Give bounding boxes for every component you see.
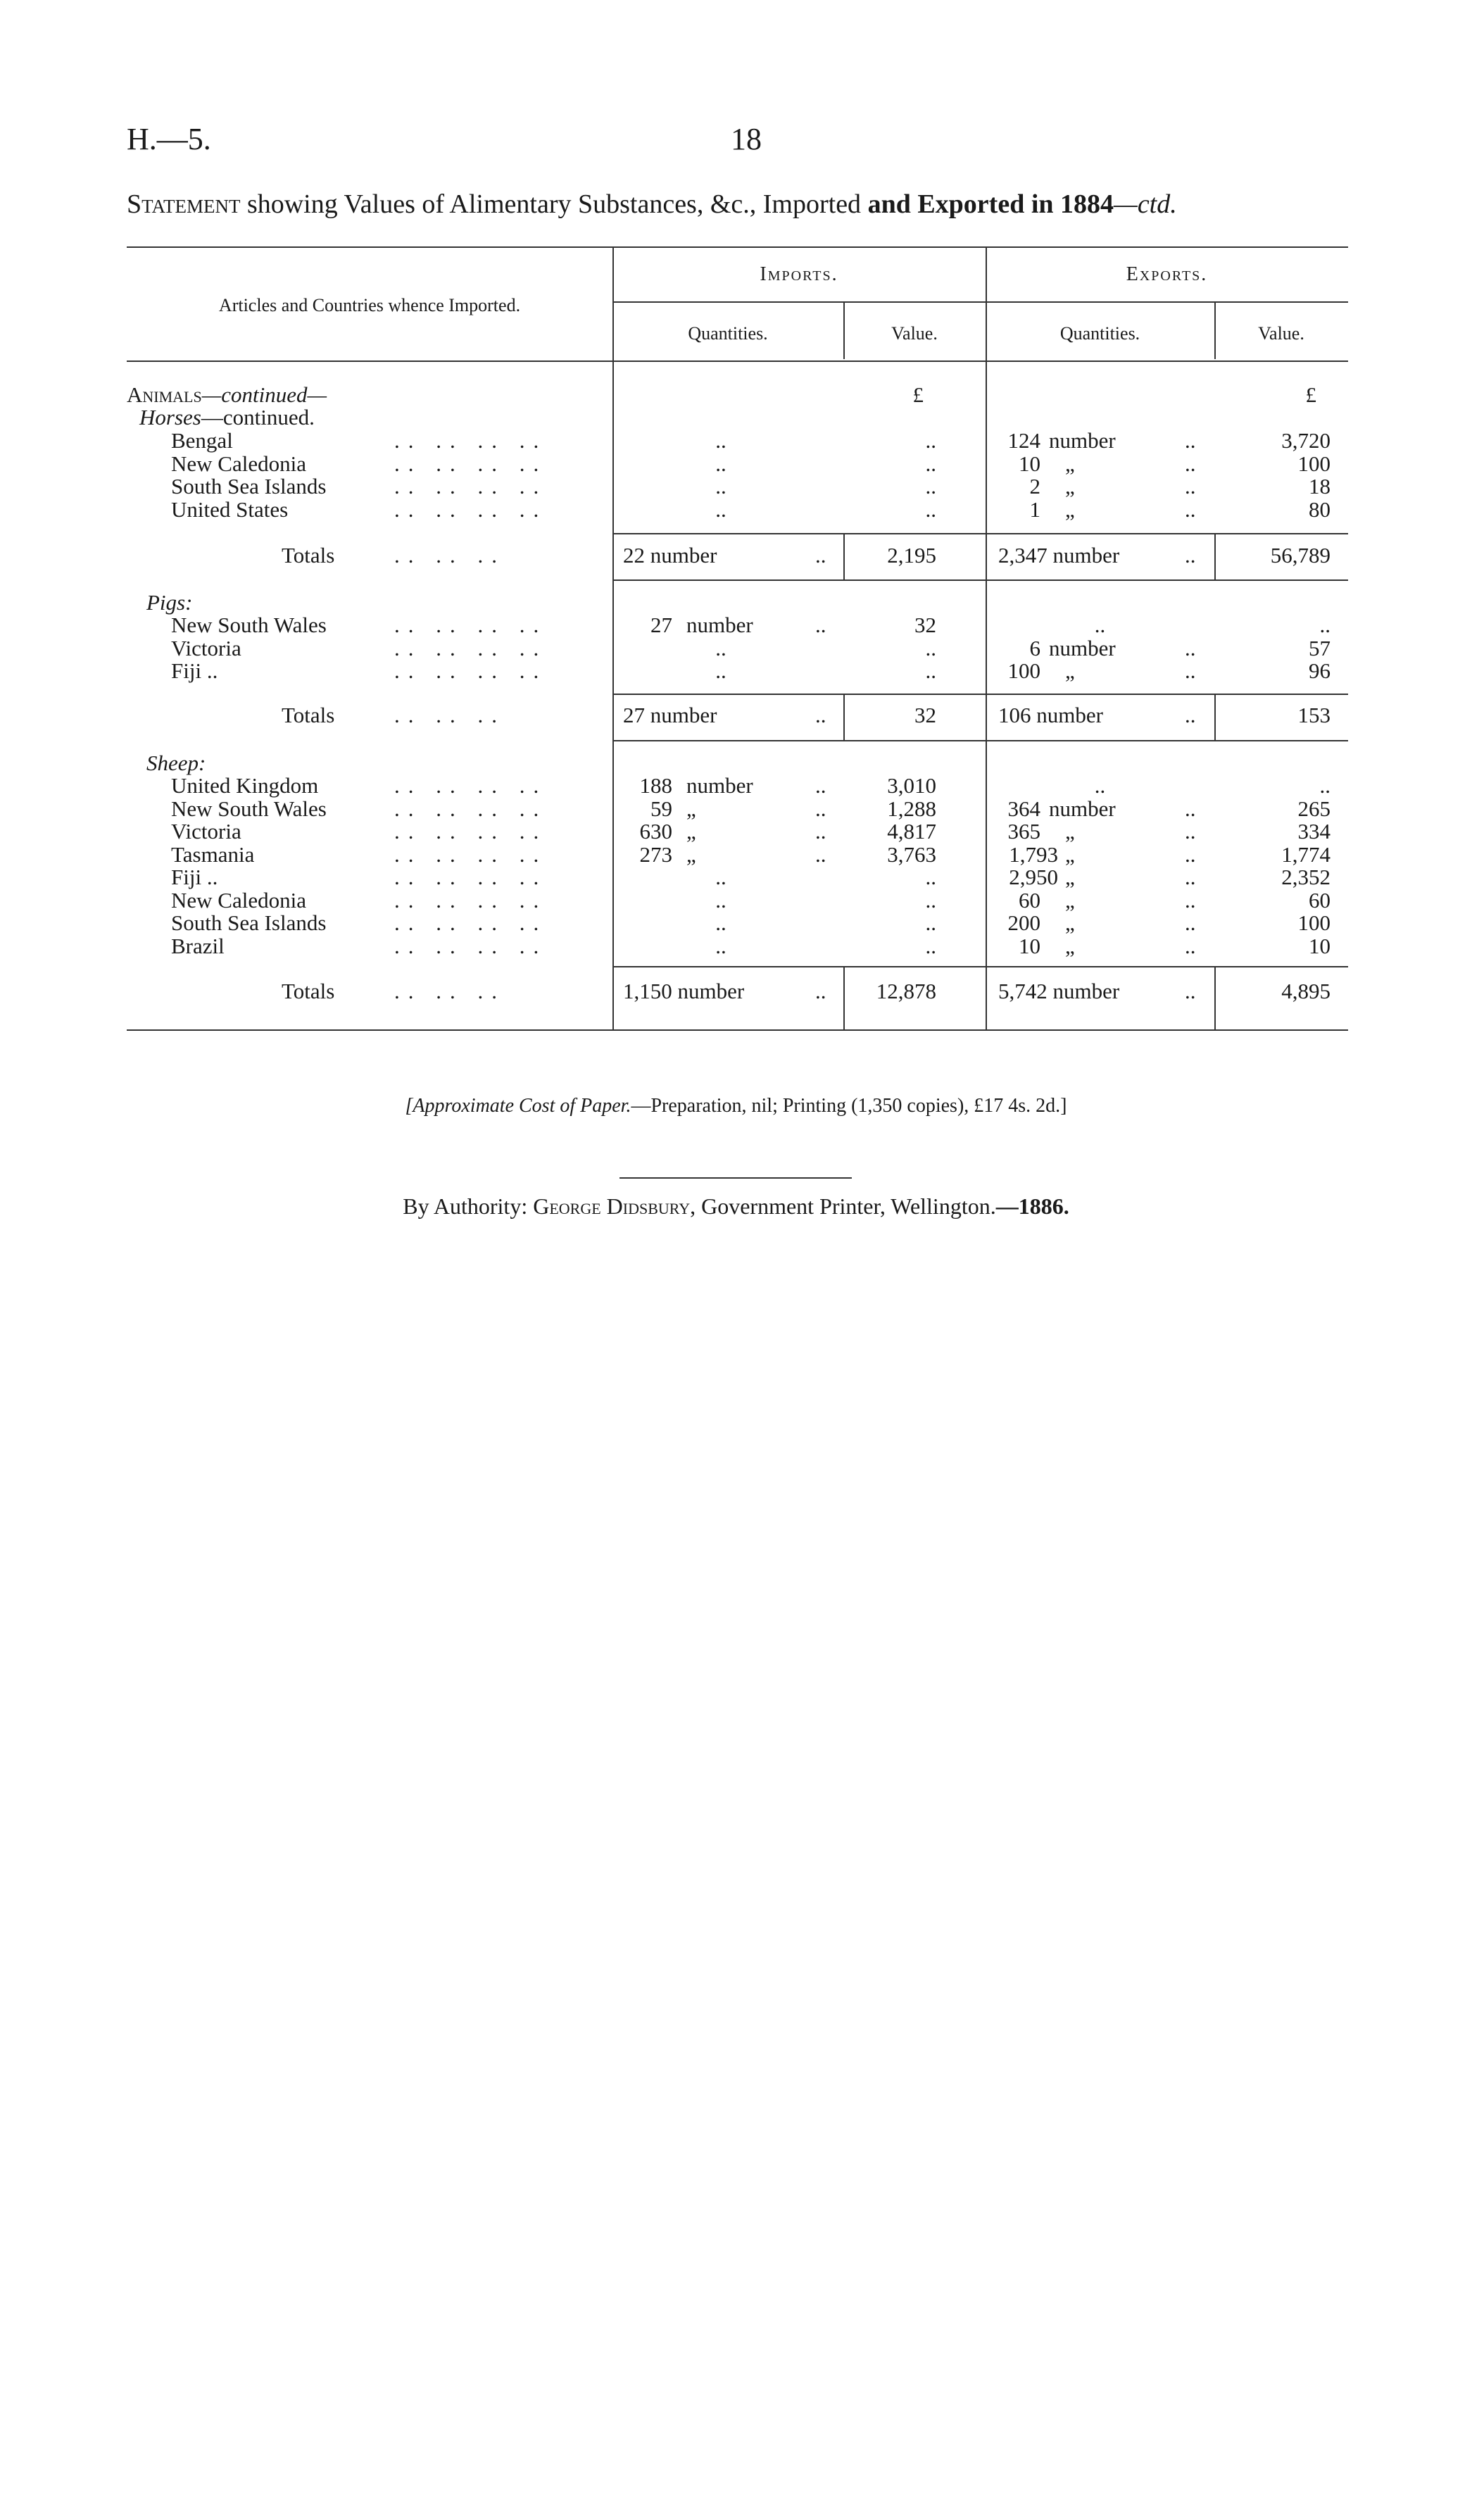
horses-row-0-exp-leader: .. bbox=[1185, 428, 1196, 453]
horses-row-0-exp-val: 3,720 bbox=[1281, 428, 1331, 453]
vrule-sheep-total-imp bbox=[843, 967, 845, 1029]
horses-row-1-exp-unit: „ bbox=[1065, 451, 1075, 476]
pigs-row-2-exp-val: 96 bbox=[1309, 658, 1331, 683]
sheep-row-5-exp-val: 60 bbox=[1309, 887, 1331, 913]
vrule-pigs-total-exp bbox=[1214, 694, 1216, 741]
pigs-subtotal-rule-imp bbox=[612, 694, 986, 695]
horses-totals-imp-leader: .. bbox=[815, 543, 826, 568]
sheep-row-2-exp-val: 334 bbox=[1297, 819, 1331, 844]
horses-subtotal-rule-imp bbox=[612, 533, 986, 534]
pigs-row-0-name: New South Wales bbox=[171, 613, 327, 637]
sheep-row-7-exp-leader: .. bbox=[1185, 933, 1196, 958]
sheep-row-6-exp-unit: „ bbox=[1065, 910, 1075, 935]
pigs-totals-imp-qty: 27 number bbox=[623, 703, 717, 727]
sheep-row-5-imp-qty: .. bbox=[715, 887, 726, 913]
authority-line bbox=[0, 1193, 1472, 1220]
pigs-row-0-imp-num: 27 bbox=[650, 613, 672, 637]
table-bottom-rule bbox=[127, 1029, 1348, 1031]
sheep-row-7-imp-val: .. bbox=[925, 933, 936, 958]
sheep-heading: Sheep: bbox=[146, 751, 206, 775]
horses-totals-rule-exp bbox=[986, 579, 1348, 581]
sheep-totals-leader: .. .. .. bbox=[394, 979, 505, 1003]
title-suffix: —ctd. bbox=[1114, 189, 1177, 219]
horses-row-1-exp-num: 10 bbox=[1019, 451, 1040, 476]
horses-totals-leader: .. .. .. bbox=[394, 543, 505, 568]
authority-lead: By Authority: bbox=[403, 1193, 534, 1219]
pigs-row-0-imp-unit: number bbox=[686, 613, 753, 637]
sheep-row-4-exp-leader: .. bbox=[1185, 865, 1196, 889]
sheep-row-2-name: Victoria bbox=[171, 819, 241, 844]
imports-value-header: Value. bbox=[891, 323, 938, 344]
sheep-row-6-leader: .. .. .. .. bbox=[394, 910, 548, 935]
sheep-totals-exp-leader: .. bbox=[1185, 979, 1196, 1003]
sheep-row-1-imp-unit: „ bbox=[686, 796, 696, 821]
sheep-row-2-leader: .. .. .. .. bbox=[394, 819, 548, 844]
sheep-row-2-exp-num: 365 bbox=[1007, 819, 1040, 844]
sheep-row-1-exp-unit: number bbox=[1049, 796, 1116, 821]
sheep-row-2-imp-num: 630 bbox=[639, 819, 672, 844]
vrule-sheep-total-exp bbox=[1214, 967, 1216, 1029]
pigs-totals-exp-val: 153 bbox=[1297, 703, 1331, 727]
pigs-row-1-exp-leader: .. bbox=[1185, 635, 1196, 660]
sheep-row-4-imp-val: .. bbox=[925, 865, 936, 889]
pigs-totals-leader: .. .. .. bbox=[394, 703, 505, 727]
authority-rest: , Government Printer, Wellington. bbox=[690, 1193, 996, 1219]
pigs-row-2-name: Fiji .. bbox=[171, 658, 218, 683]
sheep-row-2-exp-leader: .. bbox=[1185, 819, 1196, 844]
sheep-row-1-imp-leader: .. bbox=[815, 796, 826, 821]
sheep-row-5-name: New Caledonia bbox=[171, 887, 306, 913]
horses-row-2-exp-unit: „ bbox=[1065, 474, 1075, 499]
statement-title bbox=[127, 189, 1359, 220]
sheep-row-3-exp-leader: .. bbox=[1185, 841, 1196, 867]
horses-row-0-imp-val: .. bbox=[925, 428, 936, 453]
sheep-row-7-leader: .. .. .. .. bbox=[394, 933, 548, 958]
sheep-row-6-name: South Sea Islands bbox=[171, 910, 327, 935]
pigs-row-1-exp-num: 6 bbox=[1029, 635, 1040, 660]
pigs-totals-rule-exp bbox=[986, 740, 1348, 741]
pigs-row-0-leader: .. .. .. .. bbox=[394, 613, 548, 637]
horses-subheading bbox=[139, 406, 315, 429]
horses-row-3-exp-unit: „ bbox=[1065, 496, 1075, 522]
horses-row-3-exp-num: 1 bbox=[1029, 496, 1040, 522]
horses-row-2-imp-val: .. bbox=[925, 474, 936, 499]
pigs-row-2-exp-unit: „ bbox=[1065, 658, 1075, 683]
sheep-row-5-exp-unit: „ bbox=[1065, 887, 1075, 913]
authority-year: —1886. bbox=[995, 1193, 1069, 1219]
horses-row-2-exp-num: 2 bbox=[1029, 474, 1040, 499]
sheep-row-7-exp-num: 10 bbox=[1019, 933, 1040, 958]
sheep-row-7-imp-qty: .. bbox=[715, 933, 726, 958]
horses-row-2-imp-qty: .. bbox=[715, 474, 726, 499]
horses-row-1-imp-qty: .. bbox=[715, 451, 726, 476]
sheep-row-2-imp-leader: .. bbox=[815, 819, 826, 844]
horses-row-3-imp-val: .. bbox=[925, 496, 936, 522]
horses-row-1-leader: .. .. .. .. bbox=[394, 451, 548, 476]
sheep-row-3-leader: .. .. .. .. bbox=[394, 841, 548, 867]
pigs-row-0-exp-val: .. bbox=[1319, 613, 1331, 637]
cost-note-italic: [Approximate Cost of Paper. bbox=[405, 1095, 631, 1117]
horses-row-0-name: Bengal bbox=[171, 428, 233, 453]
sheep-row-6-imp-val: .. bbox=[925, 910, 936, 935]
sheep-row-6-exp-leader: .. bbox=[1185, 910, 1196, 935]
sheep-row-7-name: Brazil bbox=[171, 933, 225, 958]
header-bottom-rule bbox=[127, 361, 1348, 362]
section-animals-heading bbox=[127, 384, 327, 406]
horses-row-3-name: United States bbox=[171, 496, 289, 522]
pigs-row-1-imp-val: .. bbox=[925, 635, 936, 660]
horses-row-1-exp-leader: .. bbox=[1185, 451, 1196, 476]
animals-suffix: —continued— bbox=[201, 382, 327, 407]
sheep-row-4-imp-qty: .. bbox=[715, 865, 726, 889]
sheep-totals-label: Totals bbox=[282, 979, 335, 1003]
horses-row-3-exp-val: 80 bbox=[1309, 496, 1331, 522]
horses-totals-label: Totals bbox=[282, 543, 335, 568]
pigs-totals-label: Totals bbox=[282, 703, 335, 727]
sheep-row-2-imp-unit: „ bbox=[686, 819, 696, 844]
horses-row-0-imp-qty: .. bbox=[715, 428, 726, 453]
pigs-totals-rule-imp bbox=[612, 740, 986, 741]
authority-name: George Didsbury bbox=[533, 1193, 691, 1219]
sheep-row-7-exp-unit: „ bbox=[1065, 933, 1075, 958]
sheep-row-0-exp-val: .. bbox=[1319, 773, 1331, 798]
horses-row-1-imp-val: .. bbox=[925, 451, 936, 476]
pigs-totals-exp-leader: .. bbox=[1185, 703, 1196, 727]
sheep-row-4-exp-val: 2,352 bbox=[1281, 865, 1331, 889]
sheep-row-3-imp-leader: .. bbox=[815, 841, 826, 867]
title-lead: Statement bbox=[127, 189, 241, 219]
cost-note bbox=[0, 1095, 1472, 1117]
horses-totals-rule-imp bbox=[612, 579, 986, 581]
sheep-row-1-exp-val: 265 bbox=[1297, 796, 1331, 821]
sheep-row-0-imp-unit: number bbox=[686, 773, 753, 798]
horses-row-2-exp-val: 18 bbox=[1309, 474, 1331, 499]
horses-totals-exp-qty: 2,347 number bbox=[998, 543, 1120, 568]
sheep-row-3-name: Tasmania bbox=[171, 841, 255, 867]
pigs-row-1-exp-unit: number bbox=[1049, 635, 1116, 660]
horses-totals-exp-leader: .. bbox=[1185, 543, 1196, 568]
sheep-row-6-exp-val: 100 bbox=[1297, 910, 1331, 935]
vrule-horses-total-exp bbox=[1214, 534, 1216, 580]
sheep-row-4-name: Fiji .. bbox=[171, 865, 218, 889]
sheep-row-5-imp-val: .. bbox=[925, 887, 936, 913]
sheep-row-1-imp-num: 59 bbox=[650, 796, 672, 821]
page-code: H.—5. bbox=[127, 122, 211, 156]
exports-header: Exports. bbox=[1126, 263, 1208, 285]
pigs-row-2-exp-num: 100 bbox=[1007, 658, 1040, 683]
sheep-totals-exp-val: 4,895 bbox=[1281, 979, 1331, 1003]
horses-row-1-exp-val: 100 bbox=[1297, 451, 1331, 476]
horses-row-2-exp-leader: .. bbox=[1185, 474, 1196, 499]
exports-quantities-header: Quantities. bbox=[1059, 323, 1140, 344]
imports-currency: £ bbox=[912, 382, 924, 407]
sheep-row-3-imp-num: 273 bbox=[639, 841, 672, 867]
pigs-totals-imp-leader: .. bbox=[815, 703, 826, 727]
pigs-row-1-name: Victoria bbox=[171, 635, 241, 660]
pigs-totals-imp-val: 32 bbox=[914, 703, 936, 727]
sheep-subtotal-rule-imp bbox=[612, 966, 986, 967]
sheep-row-1-imp-val: 1,288 bbox=[887, 796, 936, 821]
vrule-exports-value bbox=[1214, 303, 1216, 359]
vrule-horses-total-imp bbox=[843, 534, 845, 580]
sheep-row-5-exp-leader: .. bbox=[1185, 887, 1196, 913]
header-mid-rule bbox=[612, 301, 1348, 303]
sheep-row-1-name: New South Wales bbox=[171, 796, 327, 821]
sheep-row-2-exp-unit: „ bbox=[1065, 819, 1075, 844]
articles-header: Articles and Countries whence Imported. bbox=[218, 295, 521, 315]
horses-label: Horses bbox=[139, 405, 201, 430]
horses-totals-imp-val: 2,195 bbox=[887, 543, 936, 568]
table-top-rule bbox=[127, 246, 1348, 248]
horses-row-0-exp-num: 124 bbox=[1007, 428, 1040, 453]
imports-header: Imports. bbox=[760, 263, 838, 285]
horses-row-2-leader: .. .. .. .. bbox=[394, 474, 548, 499]
page-number: 18 bbox=[731, 122, 762, 156]
sheep-totals-exp-qty: 5,742 number bbox=[998, 979, 1120, 1003]
horses-row-3-exp-leader: .. bbox=[1185, 496, 1196, 522]
sheep-row-6-exp-num: 200 bbox=[1007, 910, 1040, 935]
sheep-row-0-imp-val: 3,010 bbox=[887, 773, 936, 798]
sheep-row-1-leader: .. .. .. .. bbox=[394, 796, 548, 821]
pigs-row-0-exp-qty: .. bbox=[1094, 613, 1106, 637]
vrule-imports-value bbox=[843, 303, 845, 359]
sheep-row-3-imp-val: 3,763 bbox=[887, 841, 936, 867]
title-text: showing Values of Alimentary Substances, &c., Imported bbox=[240, 189, 868, 219]
sheep-row-2-imp-val: 4,817 bbox=[887, 819, 936, 844]
pigs-row-1-exp-val: 57 bbox=[1309, 635, 1331, 660]
horses-row-0-leader: .. .. .. .. bbox=[394, 428, 548, 453]
pigs-row-2-imp-qty: .. bbox=[715, 658, 726, 683]
sheep-row-0-imp-num: 188 bbox=[639, 773, 672, 798]
sheep-row-5-leader: .. .. .. .. bbox=[394, 887, 548, 913]
pigs-row-1-imp-qty: .. bbox=[715, 635, 726, 660]
horses-row-0-exp-unit: number bbox=[1049, 428, 1116, 453]
exports-currency: £ bbox=[1305, 382, 1316, 407]
sheep-totals-imp-leader: .. bbox=[815, 979, 826, 1003]
vrule-pigs-total-imp bbox=[843, 694, 845, 741]
horses-row-2-name: South Sea Islands bbox=[171, 474, 327, 499]
sheep-row-6-imp-qty: .. bbox=[715, 910, 726, 935]
horses-totals-imp-qty: 22 number bbox=[623, 543, 717, 568]
sheep-row-1-exp-leader: .. bbox=[1185, 796, 1196, 821]
sheep-row-5-exp-num: 60 bbox=[1019, 887, 1040, 913]
sheep-row-1-exp-num: 364 bbox=[1007, 796, 1040, 821]
sheep-totals-imp-val: 12,878 bbox=[876, 979, 936, 1003]
horses-row-1-name: New Caledonia bbox=[171, 451, 306, 476]
footer-rule bbox=[619, 1177, 852, 1179]
sheep-totals-imp-qty: 1,150 number bbox=[623, 979, 745, 1003]
sheep-row-0-imp-leader: .. bbox=[815, 773, 826, 798]
sheep-subtotal-rule-exp bbox=[986, 966, 1348, 967]
title-bold: and Exported in 1884 bbox=[867, 189, 1114, 219]
pigs-row-0-imp-leader: .. bbox=[815, 613, 826, 637]
pigs-totals-exp-qty: 106 number bbox=[998, 703, 1103, 727]
sheep-row-3-exp-num: 1,793 bbox=[1009, 841, 1058, 867]
pigs-row-0-imp-val: 32 bbox=[914, 613, 936, 637]
imports-quantities-header: Quantities. bbox=[688, 323, 768, 344]
pigs-row-1-leader: .. .. .. .. bbox=[394, 635, 548, 660]
sheep-row-7-exp-val: 10 bbox=[1309, 933, 1331, 958]
sheep-row-0-leader: .. .. .. .. bbox=[394, 773, 548, 798]
animals-label: Animals bbox=[127, 382, 202, 407]
horses-row-3-imp-qty: .. bbox=[715, 496, 726, 522]
horses-subtotal-rule-exp bbox=[986, 533, 1348, 534]
horses-totals-exp-val: 56,789 bbox=[1270, 543, 1331, 568]
sheep-row-4-leader: .. .. .. .. bbox=[394, 865, 548, 889]
sheep-row-0-exp-qty: .. bbox=[1094, 773, 1106, 798]
cost-note-rest: —Preparation, nil; Printing (1,350 copies), £17 4s. 2d.] bbox=[631, 1095, 1067, 1117]
exports-value-header: Value. bbox=[1258, 323, 1304, 344]
sheep-row-0-name: United Kingdom bbox=[171, 773, 319, 798]
pigs-row-2-imp-val: .. bbox=[925, 658, 936, 683]
pigs-row-2-leader: .. .. .. .. bbox=[394, 658, 548, 683]
sheep-row-3-exp-val: 1,774 bbox=[1281, 841, 1331, 867]
pigs-subtotal-rule-exp bbox=[986, 694, 1348, 695]
horses-row-3-leader: .. .. .. .. bbox=[394, 496, 548, 522]
pigs-row-2-exp-leader: .. bbox=[1185, 658, 1196, 683]
sheep-row-4-exp-unit: „ bbox=[1065, 865, 1075, 889]
sheep-row-3-imp-unit: „ bbox=[686, 841, 696, 867]
pigs-heading: Pigs: bbox=[146, 590, 193, 615]
horses-suffix: —continued. bbox=[201, 405, 315, 430]
sheep-row-4-exp-num: 2,950 bbox=[1009, 865, 1058, 889]
sheep-row-3-exp-unit: „ bbox=[1065, 841, 1075, 867]
